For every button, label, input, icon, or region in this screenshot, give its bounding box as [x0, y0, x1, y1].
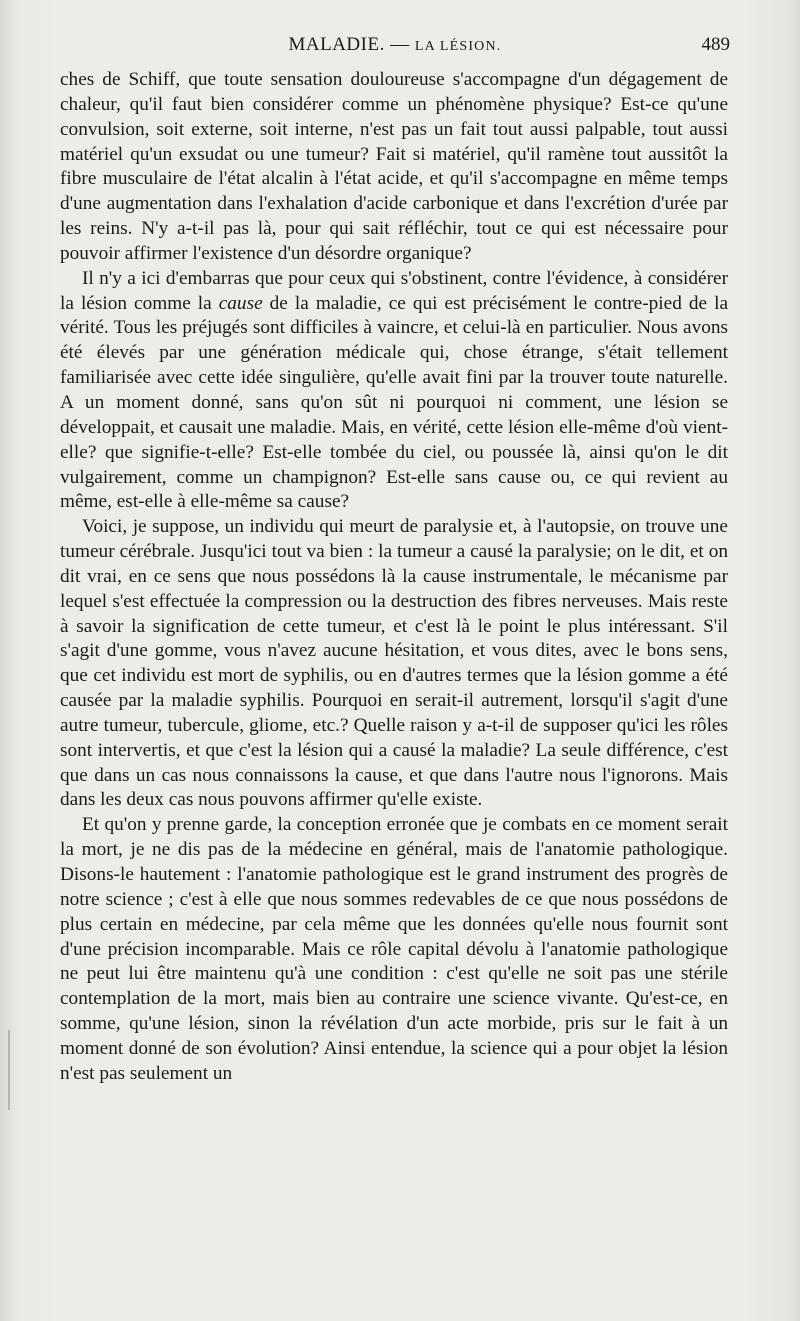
paragraph-2	[60, 267, 728, 515]
paragraph-2-text-a: Il n'y a ici d'embarras que pour ceux qui s'obstinent, contre l'évidence, à considérer la lésion comme la	[60, 267, 728, 314]
page-header	[60, 34, 730, 60]
paragraph-3	[60, 515, 728, 813]
paragraph-3-text: Voici, je suppose, un individu qui meurt de paralysie et, à l'autopsie, on trouve une tumeur cérébrale. Jusqu'ici tout va bien : la tumeur a causé la paralysie; on le dit, et on dit vrai, en ce sens que nous possédons là la cause instrumentale, le mécanisme par lequel s'est effectuée la compression ou la destruction des fibres nerveuses. Mais reste à savoir la signification de cette tumeur, et c'est là le point le plus intéressant. S'il s'agit d'une gomme, vous n'avez aucune hésitation, et vous dites, avec le bons sens, que cet individu est mort de syphilis, ou en d'autres termes que la lésion gomme a été causée par la maladie syphilis. Pourquoi en serait-il autrement, lorsqu'il s'agit d'une autre tumeur, tubercule, gliome, etc.? Quelle raison y a-t-il de supposer qu'ici les rôles sont intervertis, et que c'est la lésion qui a causé la maladie? La seule différence, c'est que dans un cas nous connaissons la cause, et que dans l'autre nous l'ignorons. Mais dans les deux cas nous pouvons affirmer qu'elle existe.	[60, 516, 728, 811]
paragraph-2-text-b: de la maladie, ce qui est précisément le contre-pied de la vérité. Tous les préjugés sont difficiles à vaincre, et celui-là en particulier. Nous avons été élevés par une génération médicale qui, chose étrange, s'était tellement familiarisée avec cette idée singulière, qu'elle avait fini par la trouver toute naturelle. A un moment donné, sans qu'on sût ni pourquoi ni comment, une lésion se développait, et causait une maladie. Mais, en vérité, cette lésion elle-même d'où vient-elle? que signifie-t-elle? Est-elle tombée du ciel, ou poussée là, ainsi qu'on le dit vulgairement, comme un champignon? Est-elle sans cause ou, ce qui revient au même, est-elle à elle-même sa cause?	[60, 292, 728, 513]
paragraph-1-text: ches de Schiff, que toute sensation douloureuse s'accompagne d'un dégagement de chaleur, qu'il faut bien considérer comme un phénomène physique? Est-ce qu'une convulsion, soit externe, soit interne, n'est pas un fait tout aussi palpable, tout aussi matériel qu'un exsudat ou une tumeur? Fait si matériel, qu'il ramène tout aussitôt la fibre musculaire de l'état alcalin à l'état acide, et qu'il s'accompagne en même temps d'une augmentation dans l'exhalation d'acide carbonique et dans l'excrétion d'urée par les reins. N'y a-t-il pas là, pour qui sait réfléchir, tout ce qui est nécessaire pour pouvoir affirmer l'existence d'un désordre organique?	[60, 69, 728, 264]
paragraph-1	[60, 68, 728, 267]
paragraph-4-text: Et qu'on y prenne garde, la conception erronée que je combats en ce moment serait la mort, je ne dis pas de la médecine en général, mais de l'anatomie pathologique. Disons-le hautement : l'anatomie pathologique est le grand instrument des progrès de notre science ; c'est à elle que nous sommes redevables de ce que nous possédons de plus certain en médecine, par cela même que les données qu'elle nous fournit sont d'une précision incomparable. Mais ce rôle capital dévolu à l'anatomie pathologique ne peut lui être maintenu qu'à une condition : c'est qu'elle ne soit pas une stérile contemplation de la mort, mais bien au contraire une science vivante. Qu'est-ce, en somme, qu'une lésion, sinon la révélation d'un acte morbide, pris sur le fait à un moment donné de son évolution? Ainsi entendue, la science qui a pour objet la lésion n'est pas seulement un	[60, 814, 728, 1084]
page-number: 489	[701, 34, 730, 55]
paragraph-2-emphasis: cause	[218, 292, 263, 314]
margin-binding-shadow	[8, 1030, 16, 1110]
body-text	[60, 68, 728, 1087]
running-head	[60, 34, 730, 56]
running-head-subtitle: LA LÉSION.	[414, 39, 502, 54]
paragraph-4	[60, 813, 728, 1086]
running-head-main: MALADIE. —	[288, 34, 415, 55]
